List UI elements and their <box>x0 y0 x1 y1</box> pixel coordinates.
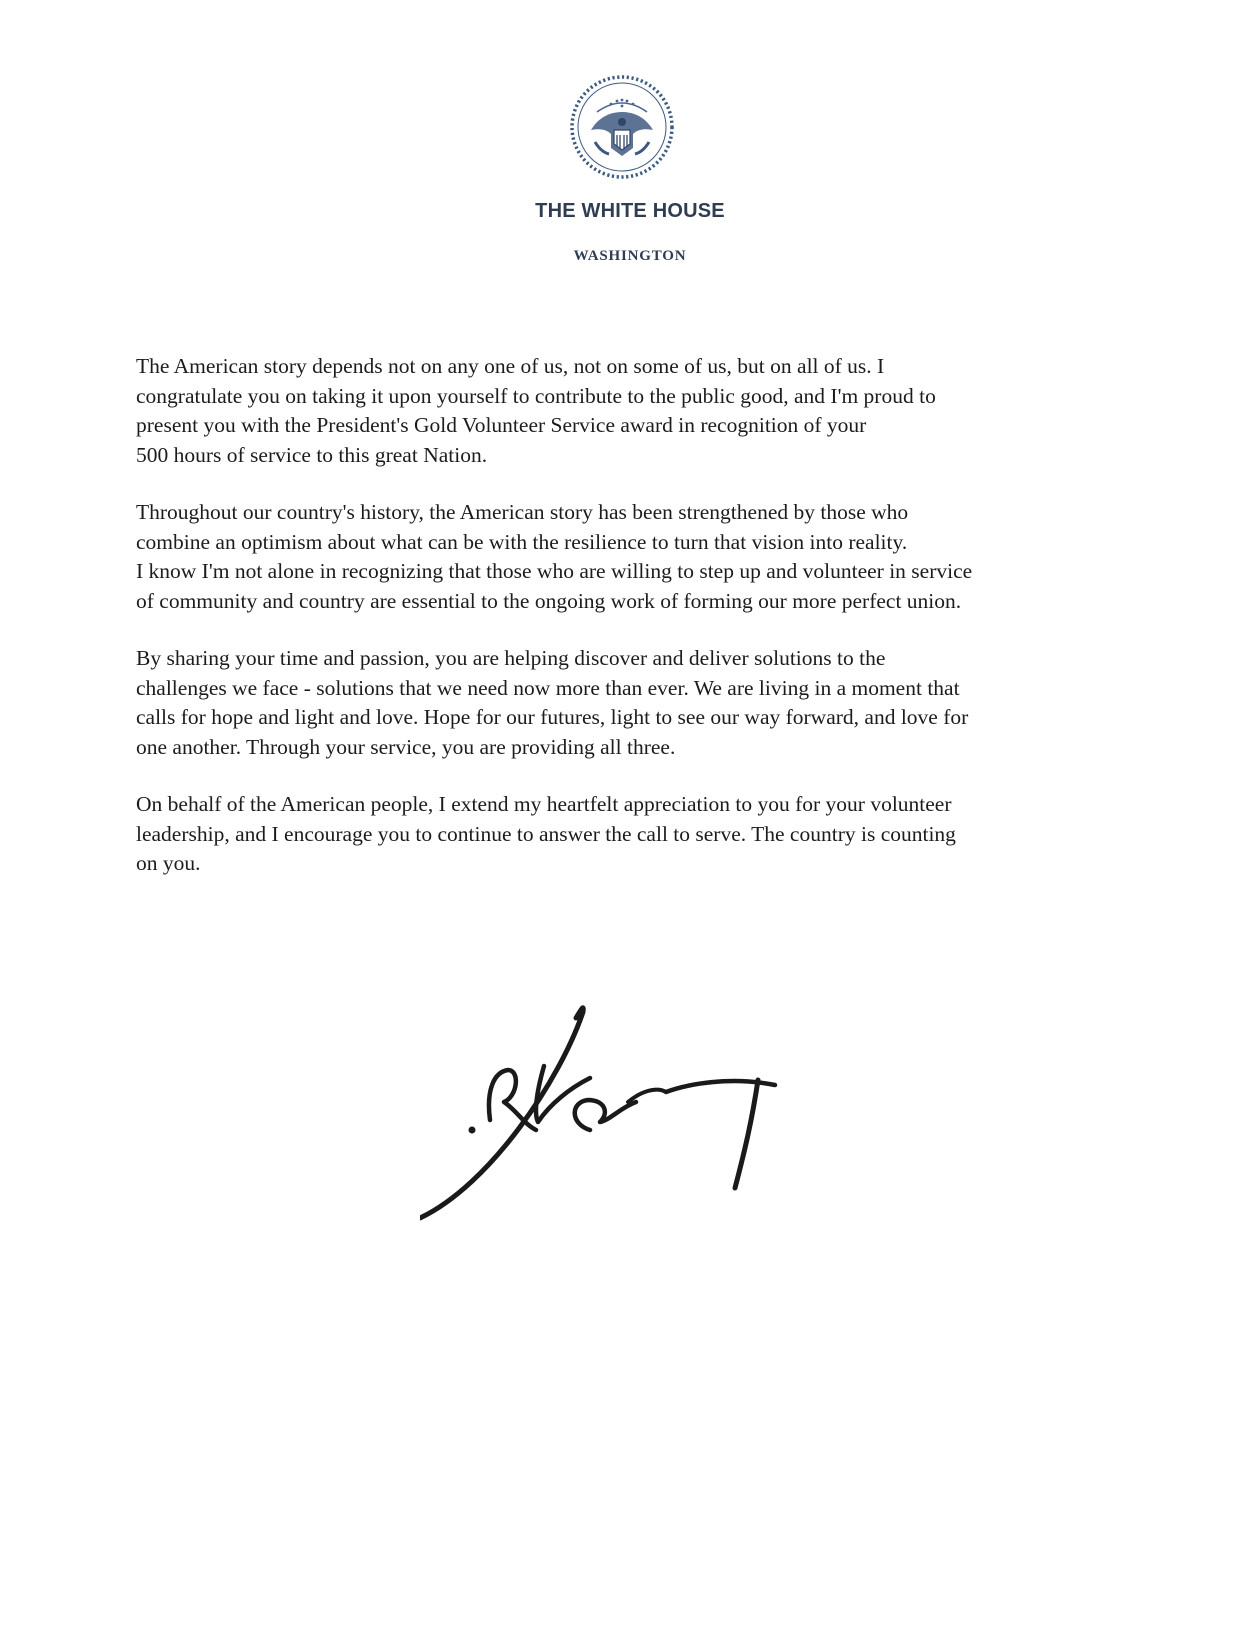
paragraph-history: Throughout our country's history, the American story has been strengthened by those who combine an optimism about what can be with the resilience to turn that vision into reality. I know I'm not alone in recognizing that those who are willing to step up and volunteer in service of community and country are essential to the ongoing work of forming our more perfect union. <box>136 500 973 613</box>
paragraph-appreciation: On behalf of the American people, I extend my heartfelt appreciation to you for your volunteer leadership, and I encourage you to continue to answer the call to serve. The country is counting on you. <box>136 792 956 875</box>
signature-image <box>420 990 810 1260</box>
letter-body <box>136 352 1136 907</box>
presidential-seal-icon <box>567 72 677 182</box>
letterhead-title: THE WHITE HOUSE <box>535 200 725 222</box>
paragraph-service: By sharing your time and passion, you are helping discover and deliver solutions to the challenges we face - solutions that we need now more than ever. We are living in a moment that calls for hope and light and love. Hope for our futures, light to see our way forward, and love for one another. Through your service, you are providing all three. <box>136 646 969 759</box>
letterhead-city: WASHINGTON <box>573 248 687 264</box>
paragraph-award: The American story depends not on any one of us, not on some of us, but on all of us. I congratulate you on taking it upon yourself to contribute to the public good, and I'm proud to present you with the President's Gold Volunteer Service award in recognition of your 500 hours of service to this great Nation. <box>136 354 936 467</box>
